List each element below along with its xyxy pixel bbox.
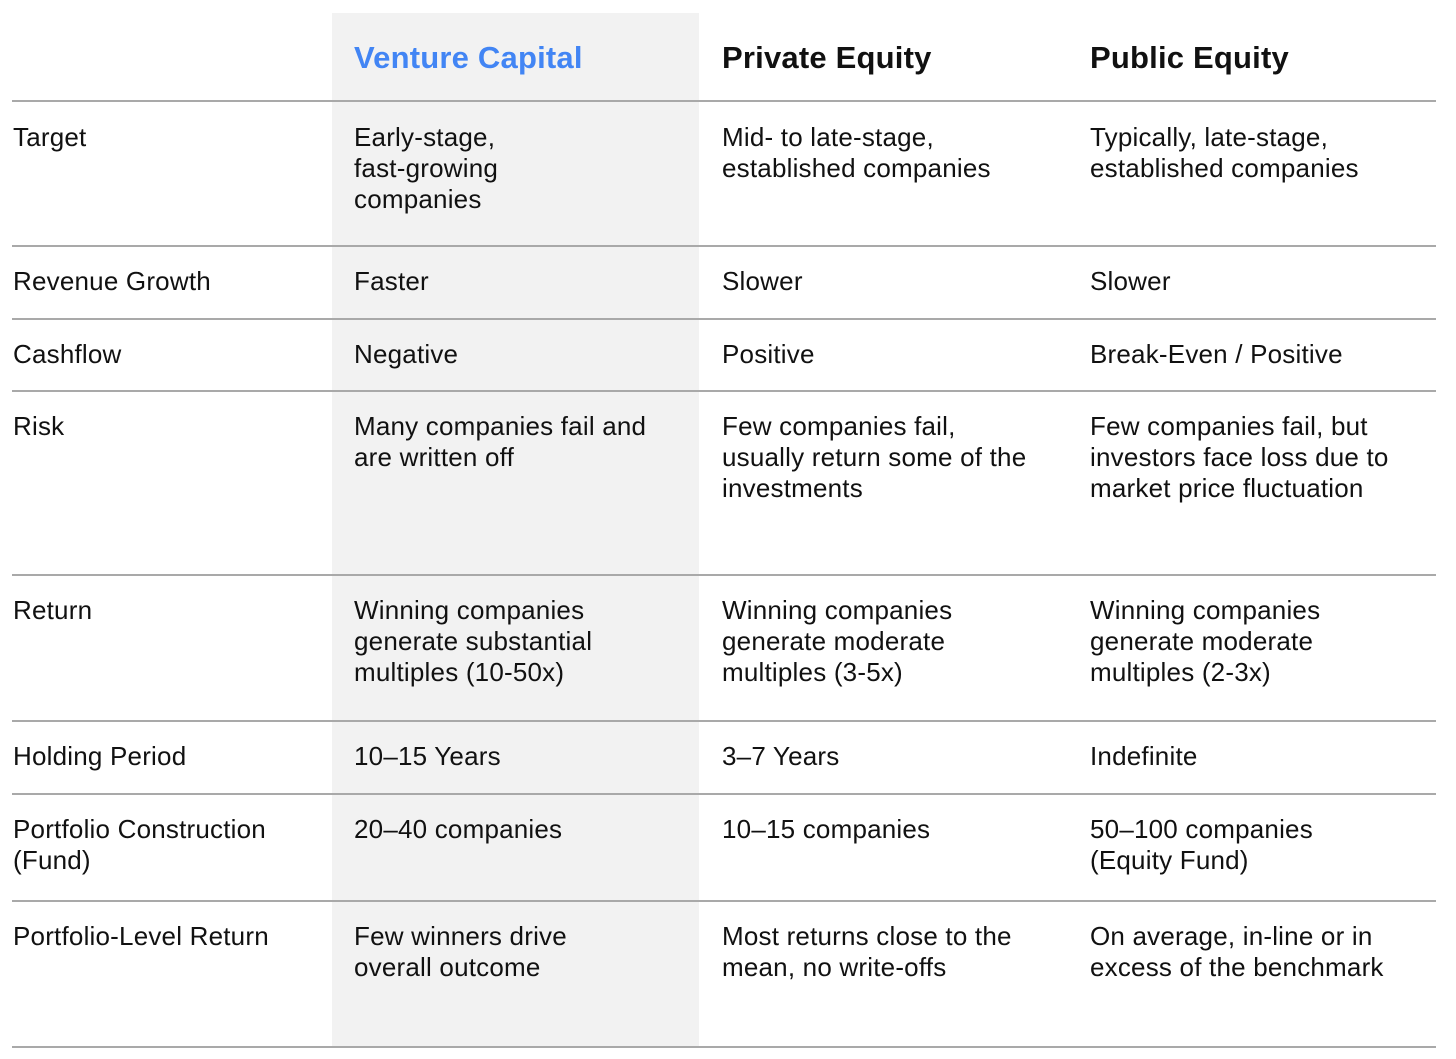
cell-portfolio-construction-public-equity: 50–100 companies (Equity Fund) xyxy=(1068,795,1436,902)
row-label-portfolio-construction: Portfolio Construction (Fund) xyxy=(12,795,332,902)
row-label-cashflow: Cashflow xyxy=(12,320,332,392)
cell-portfolio-level-return-public-equity: On average, in-line or in excess of the benchmark xyxy=(1068,902,1436,1048)
cell-portfolio-level-return-venture-capital: Few winners drive overall outcome xyxy=(332,902,700,1048)
cell-revenue-growth-venture-capital: Faster xyxy=(332,247,700,320)
header-private-equity: Private Equity xyxy=(700,13,1068,102)
cell-holding-period-public-equity: Indefinite xyxy=(1068,722,1436,795)
cell-return-public-equity: Winning companies generate moderate multiples (2-3x) xyxy=(1068,576,1436,722)
cell-return-private-equity: Winning companies generate moderate multiples (3-5x) xyxy=(700,576,1068,722)
cell-holding-period-private-equity: 3–7 Years xyxy=(700,722,1068,795)
cell-cashflow-private-equity: Positive xyxy=(700,320,1068,392)
cell-target-venture-capital: Early-stage, fast-growing companies xyxy=(332,102,700,247)
header-venture-capital: Venture Capital xyxy=(332,13,700,102)
header-public-equity: Public Equity xyxy=(1068,13,1436,102)
cell-risk-venture-capital: Many companies fail and are written off xyxy=(332,392,700,576)
cell-cashflow-public-equity: Break-Even / Positive xyxy=(1068,320,1436,392)
cell-portfolio-construction-venture-capital: 20–40 companies xyxy=(332,795,700,902)
cell-cashflow-venture-capital: Negative xyxy=(332,320,700,392)
cell-target-private-equity: Mid- to late-stage, established companies xyxy=(700,102,1068,247)
corner-header xyxy=(12,13,332,102)
comparison-table xyxy=(12,13,1436,1048)
cell-portfolio-level-return-private-equity: Most returns close to the mean, no write-offs xyxy=(700,902,1068,1048)
cell-revenue-growth-public-equity: Slower xyxy=(1068,247,1436,320)
cell-holding-period-venture-capital: 10–15 Years xyxy=(332,722,700,795)
cell-risk-private-equity: Few companies fail, usually return some of the investments xyxy=(700,392,1068,576)
row-label-revenue-growth: Revenue Growth xyxy=(12,247,332,320)
cell-risk-public-equity: Few companies fail, but investors face loss due to market price fluctuation xyxy=(1068,392,1436,576)
cell-target-public-equity: Typically, late-stage, established companies xyxy=(1068,102,1436,247)
row-label-portfolio-level-return: Portfolio-Level Return xyxy=(12,902,332,1048)
cell-revenue-growth-private-equity: Slower xyxy=(700,247,1068,320)
row-label-holding-period: Holding Period xyxy=(12,722,332,795)
cell-portfolio-construction-private-equity: 10–15 companies xyxy=(700,795,1068,902)
row-label-risk: Risk xyxy=(12,392,332,576)
cell-return-venture-capital: Winning companies generate substantial multiples (10-50x) xyxy=(332,576,700,722)
row-label-target: Target xyxy=(12,102,332,247)
row-label-return: Return xyxy=(12,576,332,722)
